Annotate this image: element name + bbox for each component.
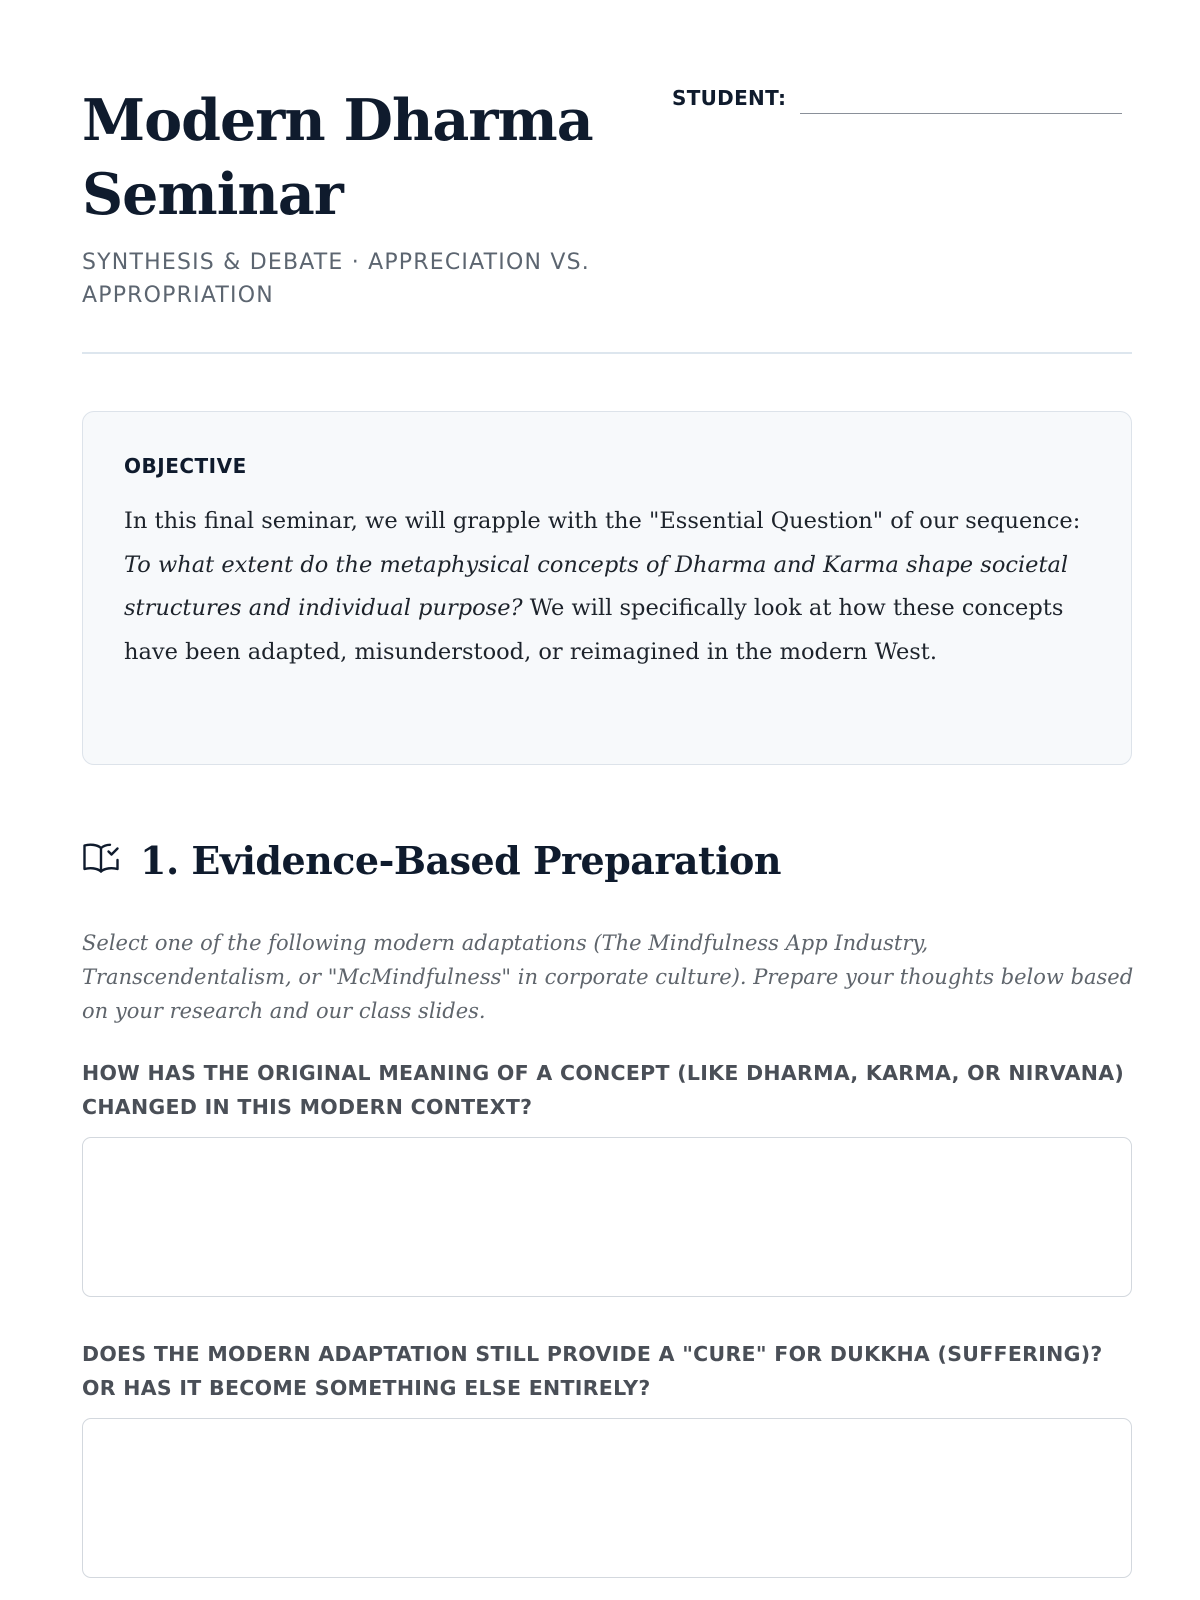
section-instructions: Select one of the following modern adaptations (The Mindfulness App Industry, Transcendentalism, or "McMindfulness" in corporate culture). Prepare your thoughts below based on your research and our class slides. (82, 931, 1134, 1023)
question-1-answer[interactable] (82, 1137, 1132, 1297)
objective-intro: In this final seminar, we will grapple with the "Essential Question" of our sequence: (124, 508, 1081, 534)
page-title: Modern Dharma Seminar (82, 87, 593, 228)
essential-question: To what extent do the metaphysical concepts of Dharma and Karma shape societal structures and individual purpose? (124, 551, 1069, 622)
section-title: 1. Evidence-Based Preparation (140, 837, 782, 883)
question-1-label: HOW HAS THE ORIGINAL MEANING OF A CONCEPT (LIKE DHARMA, KARMA, OR NIRVANA) CHANGED IN THIS MODERN CONTEXT? (82, 1061, 1125, 1119)
section-heading (82, 830, 781, 890)
worksheet-page (82, 0, 1134, 1400)
objective-after: We will specifically look at how these concepts have been adapted, misunderstood, or reimagined in the modern West. (124, 595, 1064, 665)
student-name-line[interactable] (800, 113, 1122, 114)
objective-text (124, 500, 1091, 674)
objective-heading: OBJECTIVE (124, 454, 247, 478)
student-label: STUDENT: (672, 86, 787, 110)
book-check-icon (82, 841, 120, 875)
question-2-answer[interactable] (82, 1418, 1132, 1578)
student-name-field (672, 86, 1122, 110)
header-divider (82, 352, 1132, 354)
objective-box (82, 411, 1132, 765)
page-subtitle: SYNTHESIS & DEBATE · APPRECIATION VS. APPROPRIATION (82, 250, 590, 308)
question-2-label: DOES THE MODERN ADAPTATION STILL PROVIDE A "CURE" FOR DUKKHA (SUFFERING)? OR HAS IT BECOME SOMETHING ELSE ENTIRELY? (82, 1342, 1103, 1400)
worksheet-header (82, 0, 1132, 356)
